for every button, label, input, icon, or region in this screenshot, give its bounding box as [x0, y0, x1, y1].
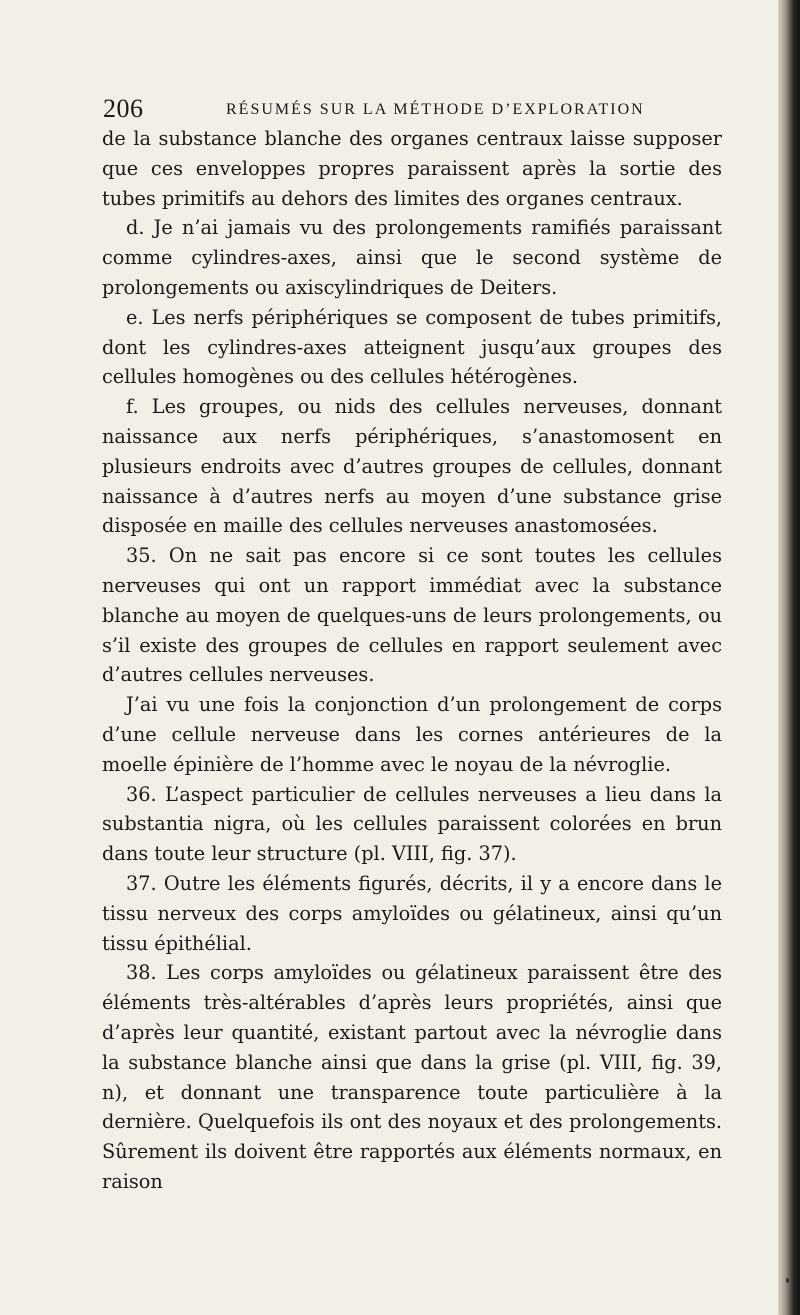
page-header — [103, 94, 723, 123]
running-head: RÉSUMÉS SUR LA MÉTHODE D’EXPLORATION — [226, 101, 645, 118]
paragraph-d: d. Je n’ai jamais vu des prolongements ramifiés paraissant comme cylindres-axes, ainsi que le second système de prolongements ou axiscylindriques de Deiters. — [102, 216, 722, 299]
paragraph-36: 36. L’aspect particulier de cellules nerveuses a lieu dans la substantia nigra, où les cellules paraissent colorées en brun dans toute leur structure (pl. VIII, fig. 37). — [102, 782, 722, 866]
scan-speck — [786, 1278, 789, 1283]
paragraph-observation: J’ai vu une fois la conjonction d’un prolongement de corps d’une cellule nerveuse dans les cornes antérieures de la moelle épinière de l’homme avec le noyau de la névroglie. — [102, 693, 722, 776]
body-text — [102, 124, 722, 1197]
paragraph-e: e. Les nerfs périphériques se composent de tubes primitifs, dont les cylindres-axes atteignent jusqu’aux groupes des cellules homogènes ou des cellules hétérogènes. — [102, 305, 722, 389]
paragraph-f: f. Les groupes, ou nids des cellules nerveuses, donnant naissance aux nerfs périphériques, s’anastomosent en plusieurs endroits avec d’autres groupes de cellules, donnant naissance à d’autres nerfs au moyen d’une substance grise disposée en maille des cellules nerveuses anastomosées. — [102, 395, 722, 538]
paragraph-37: 37. Outre les éléments figurés, décrits, il y a encore dans le tissu nerveux des corps amyloïdes ou gélatineux, ainsi qu’un tissu épithélial. — [102, 871, 722, 955]
scan-binding-edge — [778, 0, 800, 1315]
paragraph-continued: de la substance blanche des organes centraux laisse supposer que ces enveloppes propres paraissent après la sortie des tubes primitifs au dehors des limites des organes centraux. — [102, 127, 722, 210]
paragraph-38: 38. Les corps amyloïdes ou gélatineux paraissent être des éléments très-altérables d’après leurs propriétés, ainsi que d’après leur quantité, existant partout avec la névroglie dans la substance blanche ainsi que dans la grise (pl. VIII, fig. 39, n), et donnant une transparence toute particulière à la dernière. Quelquefois ils ont des noyaux et des prolongements. Sûrement ils doivent être rapportés aux éléments normaux, en raison — [102, 961, 722, 1193]
paragraph-35: 35. On ne sait pas encore si ce sont toutes les cellules nerveuses qui ont un rapport immédiat avec la substance blanche au moyen de quelques-uns de leurs prolongements, ou s’il existe des groupes de cellules en rapport seulement avec d’autres cellules nerveuses. — [102, 544, 722, 687]
page-number: 206 — [103, 94, 144, 123]
